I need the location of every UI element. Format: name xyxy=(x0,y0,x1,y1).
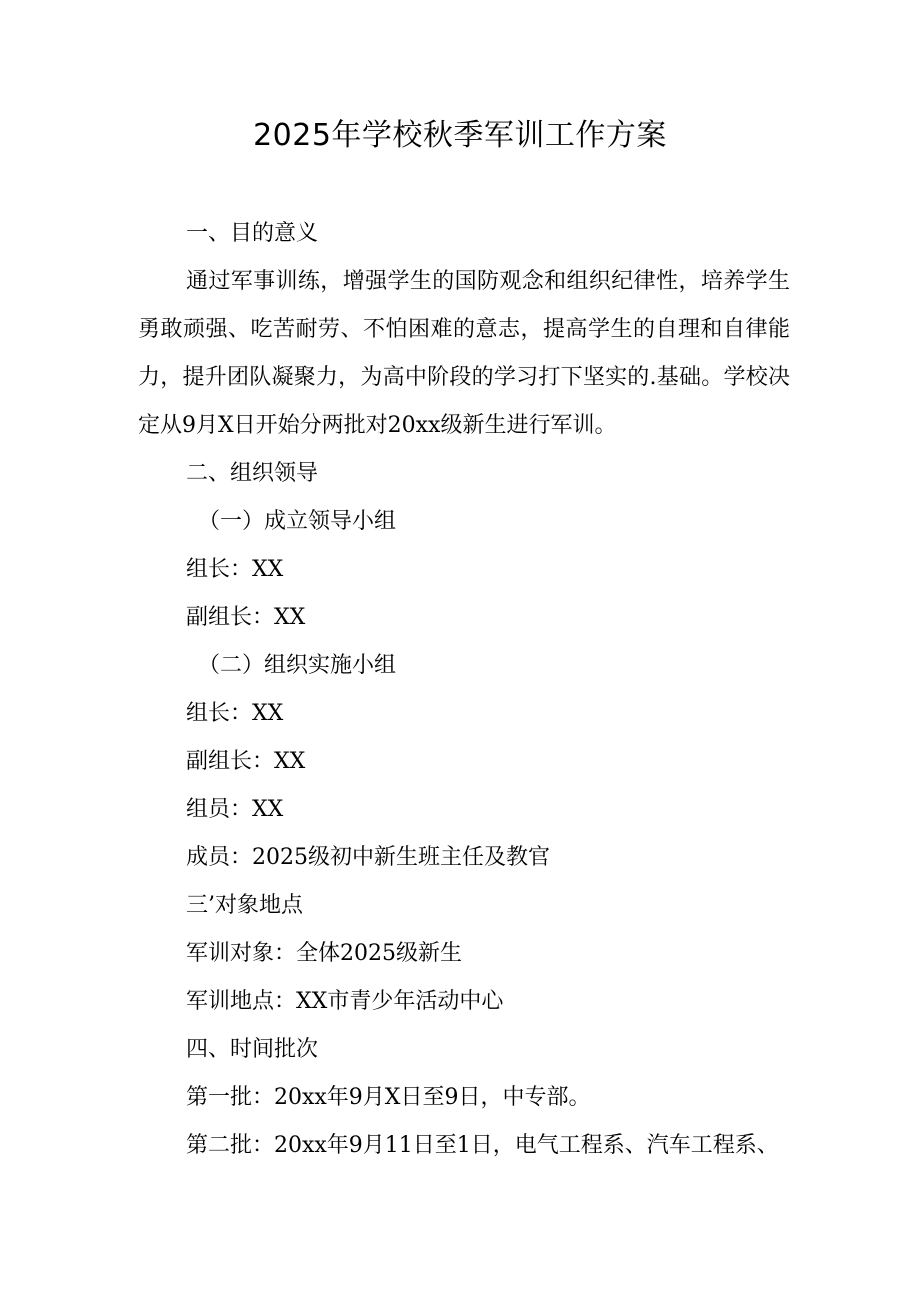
purpose-paragraph: 通过军事训练，增强学生的国防观念和组织纪律性，培养学生勇敢顽强、吃苦耐劳、不怕困难的意志，提高学生的自理和自律能力，提升团队凝聚力，为高中阶段的学习打下坚实的.基础。学校决定从9月X日开始分两批对20xx级新生进行军训。 xyxy=(138,269,790,438)
section-heading-purpose: 一、目的意义 xyxy=(186,221,319,246)
subheading-leadership-group: （一）成立领导小组 xyxy=(198,509,397,534)
leader-line: 组长：XX xyxy=(186,557,284,582)
document-title: 2025年学校秋季军训工作方案 xyxy=(253,118,667,153)
document-body xyxy=(138,210,798,1170)
training-location-line: 军训地点：XX市青少年活动中心 xyxy=(186,989,504,1014)
section-heading-organization: 二、组织领导 xyxy=(186,461,319,486)
batch-two-line: 第二批：20xx年9月11日至1日，电气工程系、汽车工程系、 xyxy=(186,1133,779,1158)
impl-leader-line: 组长：XX xyxy=(186,701,284,726)
impl-staff-line: 成员：2025级初中新生班主任及教官 xyxy=(186,845,550,870)
section-heading-target-location: 三’对象地点 xyxy=(186,893,303,918)
deputy-leader-line: 副组长：XX xyxy=(186,605,306,630)
training-target-line: 军训对象：全体2025级新生 xyxy=(186,941,462,966)
impl-deputy-leader-line: 副组长：XX xyxy=(186,749,306,774)
subheading-implementation-group: （二）组织实施小组 xyxy=(198,653,397,678)
section-heading-schedule: 四、时间批次 xyxy=(186,1037,319,1062)
impl-member-line: 组员：XX xyxy=(186,797,284,822)
batch-one-line: 第一批：20xx年9月X日至9日，中专部。 xyxy=(186,1085,591,1110)
